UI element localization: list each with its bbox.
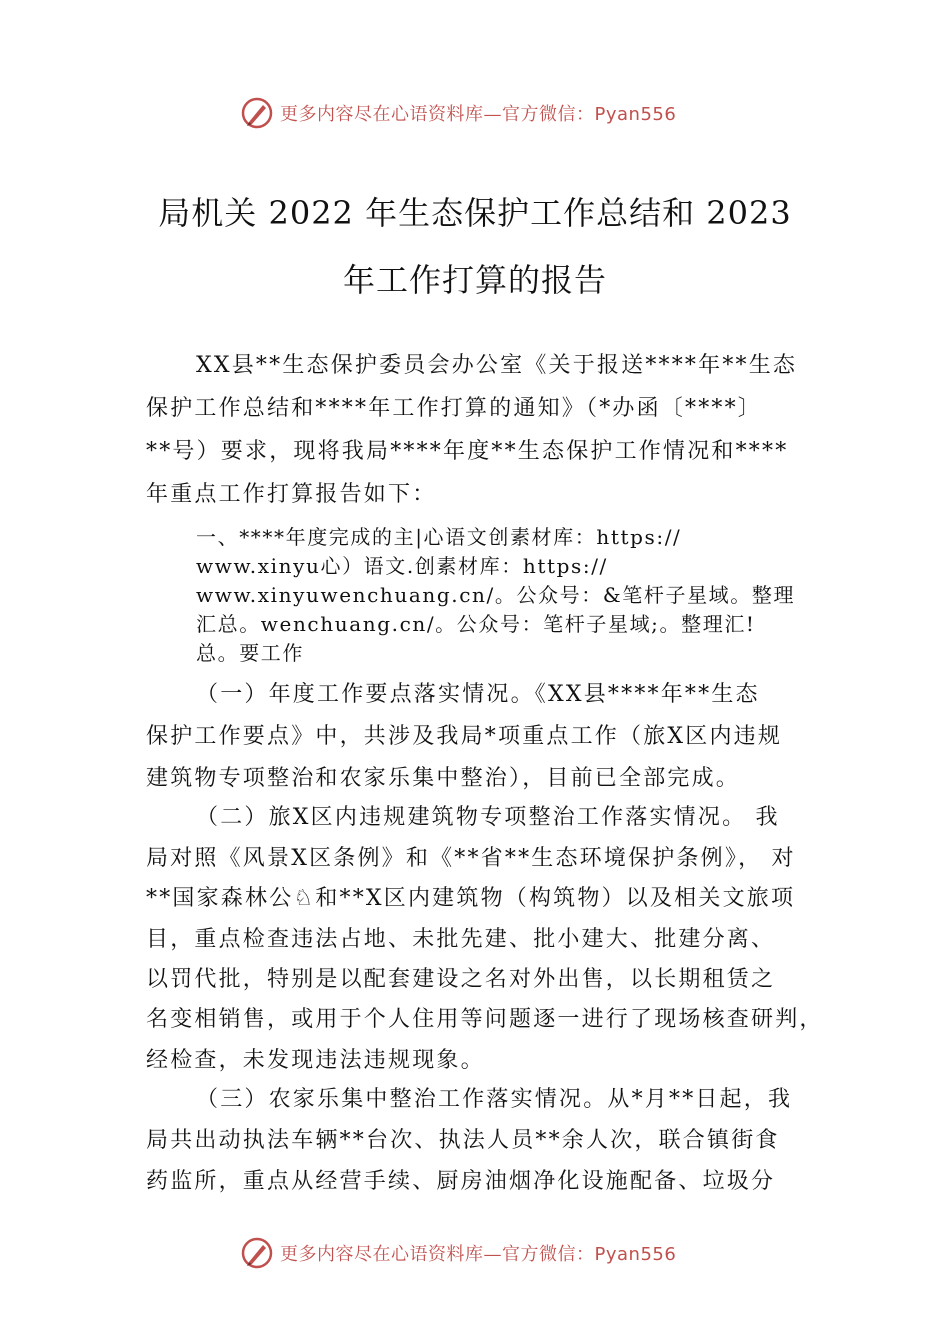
intro-line: **号）要求，现将我局****年度**生态保护工作情况和**** (146, 439, 789, 464)
paragraph-line: 药监所，重点从经营手续、厨房油烟净化设施配备、垃圾分 (146, 1169, 776, 1194)
section-heading-line: 总。要工作 (196, 641, 304, 665)
section-heading-line: 一、****年度完成的主|心语文创素材库：https:// (196, 525, 682, 549)
intro-line: 保护工作总结和****年工作打算的通知》（*办函〔****〕 (146, 396, 763, 421)
watermark-text: 更多内容尽在心语资料库—官方微信：Pyan556 (280, 104, 677, 125)
paragraph-line: 局共出动执法车辆**台次、执法人员**余人次，联合镇街食 (146, 1128, 780, 1153)
paragraph-line: （二）旅X区内违规建筑物专项整治工作落实情况。 我 (196, 805, 780, 830)
document-title-line-2: 年工作打算的报告 (342, 261, 607, 299)
paragraph-line: （一）年度工作要点落实情况。《XX县****年**生态 (196, 682, 760, 707)
pen-logo-icon (240, 96, 274, 130)
paragraph-line: 局对照《风景X区条例》和《**省**生态环境保护条例》， 对 (146, 846, 796, 871)
paragraph-line: （三）农家乐集中整治工作落实情况。从*月**日起，我 (196, 1087, 793, 1112)
paragraph-line: 以罚代批，特别是以配套建设之名对外出售，以长期租赁之 (146, 967, 776, 992)
paragraph-line: 目，重点检查违法占地、未批先建、批小建大、批建分离、 (146, 927, 776, 952)
section-heading-line: www.xinyu心）语文.创素材库：https:// (196, 554, 608, 578)
watermark-footer (240, 1236, 676, 1270)
paragraph-line: 建筑物专项整治和农家乐集中整治），目前已全部完成。 (146, 766, 741, 791)
intro-line: XX县**生态保护委员会办公室《关于报送****年**生态 (196, 353, 798, 378)
pen-logo-icon (240, 1236, 274, 1270)
paragraph-line: 经检查，未发现违法违规现象。 (146, 1048, 485, 1073)
wechat-id: Pyan556 (594, 104, 677, 125)
document-title-line-1: 局机关 2022 年生态保护工作总结和 2023 (158, 194, 792, 232)
watermark-header (240, 96, 676, 130)
paragraph-line: 保护工作要点》中，共涉及我局*项重点工作（旅X区内违规 (146, 724, 783, 749)
paragraph-line: 名变相销售，或用于个人住用等问题逐一进行了现场核查研判， (146, 1007, 824, 1032)
intro-line: 年重点工作打算报告如下： (146, 482, 437, 507)
paragraph-line: **国家森林公♘和**X区内建筑物（构筑物）以及相关文旅项 (146, 886, 796, 911)
wechat-id: Pyan556 (594, 1244, 677, 1265)
section-heading-line: 汇总。wenchuang.cn/。公众号：笔杆子星域;。整理汇! (196, 612, 756, 636)
watermark-text: 更多内容尽在心语资料库—官方微信：Pyan556 (280, 1244, 677, 1265)
section-heading-line: www.xinyuwenchuang.cn/。公众号：&笔杆子星域。整理 (196, 583, 796, 607)
